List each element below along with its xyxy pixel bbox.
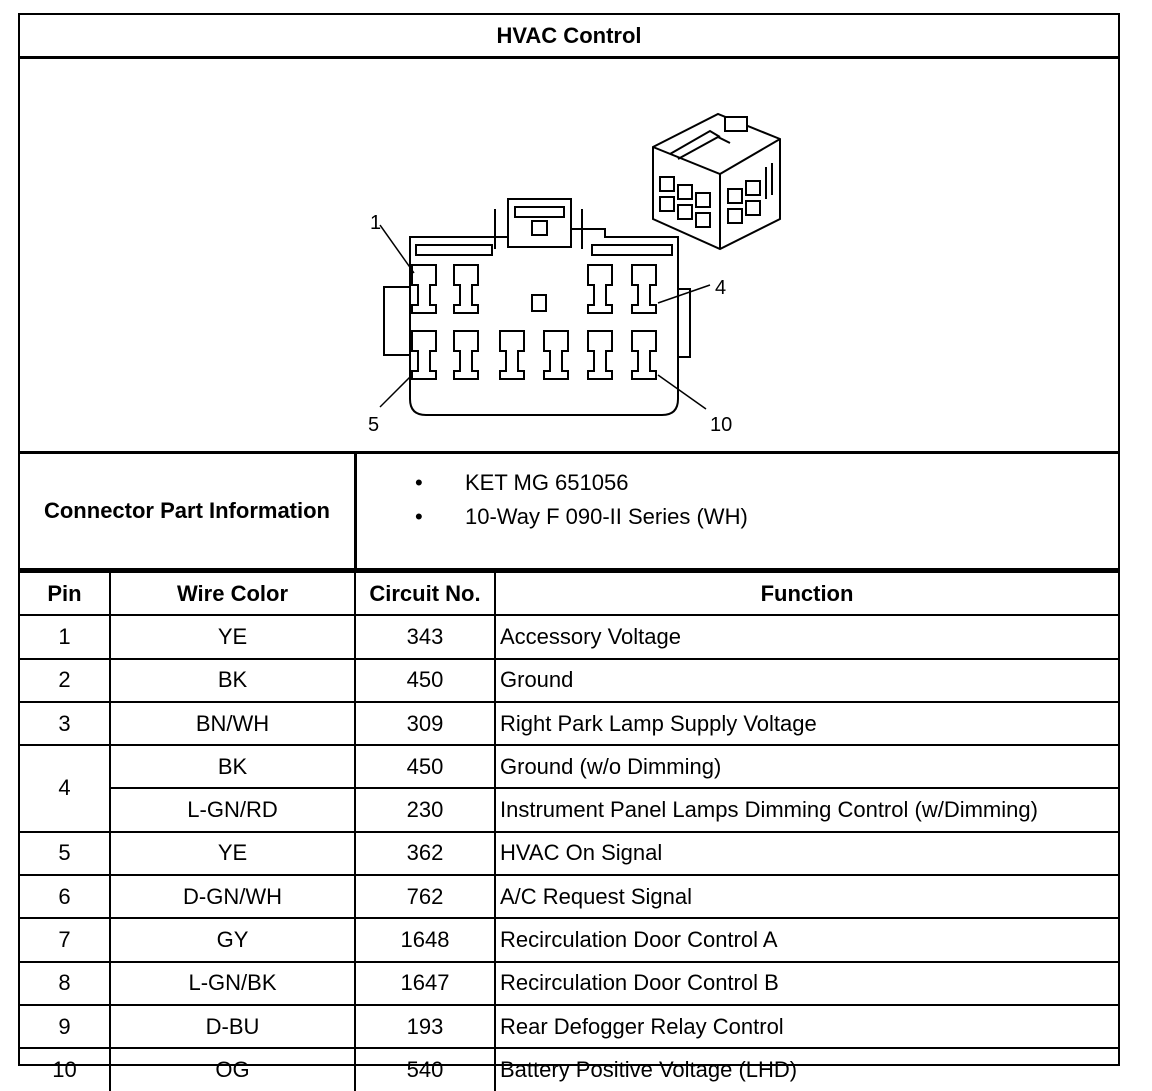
- circuit-cell: 450: [355, 659, 495, 702]
- pin-label-5: 5: [368, 414, 380, 436]
- function-cell: Ground (w/o Dimming): [495, 745, 1118, 788]
- table-row: [20, 745, 1118, 788]
- pin-cell: 6: [20, 875, 110, 918]
- pin-cell: 1: [20, 615, 110, 658]
- circuit-cell: 540: [355, 1048, 495, 1090]
- circuit-cell: 362: [355, 832, 495, 875]
- function-cell: HVAC On Signal: [495, 832, 1118, 875]
- header-wire-color: Wire Color: [110, 572, 355, 615]
- connector-face: [384, 199, 690, 415]
- connector-part-info-label: Connector Part Information: [20, 454, 357, 568]
- pin-cell: 10: [20, 1048, 110, 1090]
- pin-cell: 4: [20, 745, 110, 832]
- function-cell: A/C Request Signal: [495, 875, 1118, 918]
- header-pin: Pin: [20, 572, 110, 615]
- wire-color-cell: L-GN/RD: [110, 788, 355, 831]
- wire-color-cell: D-GN/WH: [110, 875, 355, 918]
- pin-cell: 3: [20, 702, 110, 745]
- table-row: [20, 1048, 1118, 1090]
- header-circuit-no: Circuit No.: [355, 572, 495, 615]
- function-cell: Right Park Lamp Supply Voltage: [495, 702, 1118, 745]
- wire-color-cell: L-GN/BK: [110, 962, 355, 1005]
- table-row: [20, 788, 1118, 831]
- header-function: Function: [495, 572, 1118, 615]
- connector-part-info-list: [357, 466, 748, 534]
- list-item: [357, 466, 748, 500]
- wire-color-cell: D-BU: [110, 1005, 355, 1048]
- pin-cell: 8: [20, 962, 110, 1005]
- table-header-row: [20, 572, 1118, 615]
- circuit-cell: 230: [355, 788, 495, 831]
- circuit-cell: 1648: [355, 918, 495, 961]
- table-row: [20, 962, 1118, 1005]
- bullet-icon: •: [415, 504, 423, 529]
- pin-cell: 2: [20, 659, 110, 702]
- pin-table: [20, 571, 1118, 1091]
- wire-color-cell: YE: [110, 832, 355, 875]
- function-cell: Recirculation Door Control B: [495, 962, 1118, 1005]
- pin-cell: 7: [20, 918, 110, 961]
- table-row: [20, 1005, 1118, 1048]
- wire-color-cell: GY: [110, 918, 355, 961]
- table-row: [20, 659, 1118, 702]
- list-item: [357, 500, 748, 534]
- circuit-cell: 762: [355, 875, 495, 918]
- bullet-icon: •: [415, 470, 423, 495]
- table-row: [20, 875, 1118, 918]
- part-number: KET MG 651056: [465, 470, 629, 495]
- circuit-cell: 193: [355, 1005, 495, 1048]
- circuit-cell: 450: [355, 745, 495, 788]
- connector-diagram: [20, 59, 1118, 454]
- function-cell: Rear Defogger Relay Control: [495, 1005, 1118, 1048]
- connector-sheet: [18, 13, 1120, 1082]
- circuit-cell: 1647: [355, 962, 495, 1005]
- pin-cell: 5: [20, 832, 110, 875]
- wire-color-cell: BN/WH: [110, 702, 355, 745]
- wire-color-cell: BK: [110, 745, 355, 788]
- function-cell: Battery Positive Voltage (LHD): [495, 1048, 1118, 1090]
- connector-3d-illustration: [653, 114, 780, 249]
- function-cell: Instrument Panel Lamps Dimming Control (w/Dimming): [495, 788, 1118, 831]
- pin-cell: 9: [20, 1005, 110, 1048]
- table-row: [20, 615, 1118, 658]
- page-title: HVAC Control: [20, 15, 1118, 59]
- wire-color-cell: OG: [110, 1048, 355, 1090]
- wire-color-cell: BK: [110, 659, 355, 702]
- function-cell: Ground: [495, 659, 1118, 702]
- circuit-cell: 343: [355, 615, 495, 658]
- connector-face-svg: [20, 59, 1118, 451]
- pin-label-1: 1: [370, 212, 382, 234]
- connector-series: 10-Way F 090-II Series (WH): [465, 504, 748, 529]
- connector-part-information: [20, 454, 1118, 571]
- wire-color-cell: YE: [110, 615, 355, 658]
- function-cell: Accessory Voltage: [495, 615, 1118, 658]
- table-row: [20, 832, 1118, 875]
- function-cell: Recirculation Door Control A: [495, 918, 1118, 961]
- table-row: [20, 702, 1118, 745]
- pin-label-4: 4: [715, 277, 727, 299]
- table-row: [20, 918, 1118, 961]
- pin-label-10: 10: [710, 414, 733, 436]
- circuit-cell: 309: [355, 702, 495, 745]
